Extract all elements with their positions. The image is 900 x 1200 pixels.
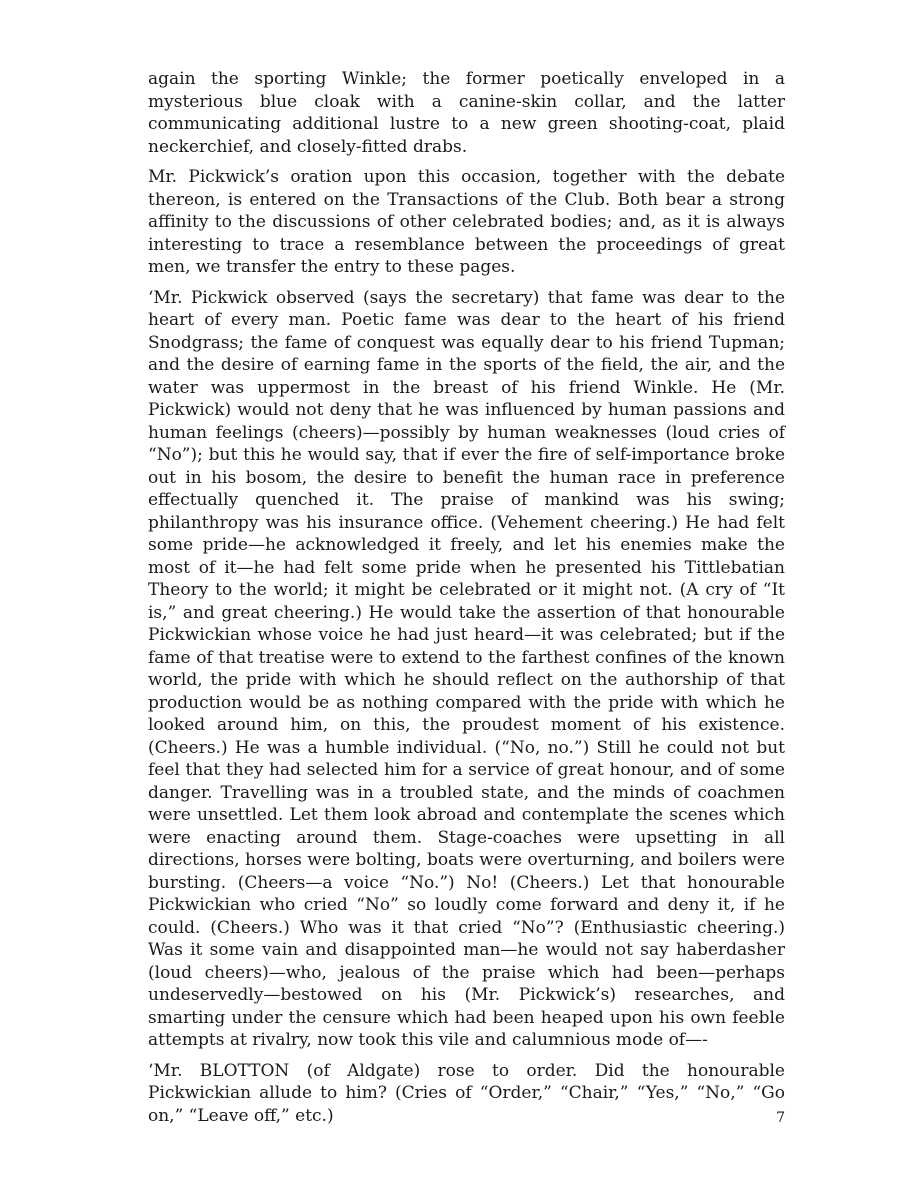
- paragraph-blotton-order: ‘Mr. BLOTTON (of Aldgate) rose to order. Did the honourable Pickwickian allude to him? (Cries of “Order,” “Chair,” “Yes,” “No,” “Go on,” “Leave off,” etc.): [148, 1060, 785, 1126]
- paragraph-oration-intro: Mr. Pickwick’s oration upon this occasion, together with the debate thereon, is entered on the Transactions of the Club. Both bear a strong affinity to the discussions of other celebrated bodies; and, as it is always interesting to trace a resemblance between the proceedings of great men, we transfer the entry to these pages.: [148, 167, 785, 277]
- page-number: 7: [776, 1110, 785, 1126]
- page-body: [148, 68, 785, 1135]
- paragraph-continuation: again the sporting Winkle; the former poetically enveloped in a mysterious blue cloak with a canine-skin collar, and the latter communicating additional lustre to a new green shooting-coat, plaid neckerchief, and closely-fitted drabs.: [148, 69, 785, 157]
- paragraph-pickwick-speech: ‘Mr. Pickwick observed (says the secretary) that fame was dear to the heart of every man. Poetic fame was dear to the heart of his friend Snodgrass; the fame of conquest was equally dear to his friend Tupman; and the desire of earning fame in the sports of the field, the air, and the water was uppermost in the breast of his friend Winkle. He (Mr. Pickwick) would not deny that he was influenced by human passions and human feelings (cheers)—possibly by human weaknesses (loud cries of “No”); but this he would say, that if ever the fire of self-importance broke out in his bosom, the desire to benefit the human race in preference effectually quenched it. The praise of mankind was his swing; philanthropy was his insurance office. (Vehement cheering.) He had felt some pride—he acknowledged it freely, and let his enemies make the most of it—he had felt some pride when he presented his Tittlebatian Theory to the world; it might be celebrated or it might not. (A cry of “It is,” and great cheering.) He would take the assertion of that honourable Pickwickian whose voice he had just heard—it was celebrated; but if the fame of that treatise were to extend to the farthest confines of the known world, the pride with which he should reflect on the authorship of that production would be as nothing compared with the pride with which he looked around him, on this, the proudest moment of his existence. (Cheers.) He was a humble individual. (“No, no.”) Still he could not but feel that they had selected him for a service of great honour, and of some danger. Travelling was in a troubled state, and the minds of coachmen were unsettled. Let them look abroad and contemplate the scenes which were enacting around them. Stage-coaches were upsetting in all directions, horses were bolting, boats were overturning, and boilers were bursting. (Cheers—a voice “No.”) No! (Cheers.) Let that honourable Pickwickian who cried “No” so loudly come forward and deny it, if he could. (Cheers.) Who was it that cried “No”? (Enthusiastic cheering.) Was it some vain and disappointed man—he would not say haberdasher (loud cheers)—who, jealous of the praise which had been—perhaps undeservedly—bestowed on his (Mr. Pickwick’s) researches, and smarting under the censure which had been heaped upon his own feeble attempts at rivalry, now took this vile and calumnious mode of—-: [148, 287, 785, 1050]
